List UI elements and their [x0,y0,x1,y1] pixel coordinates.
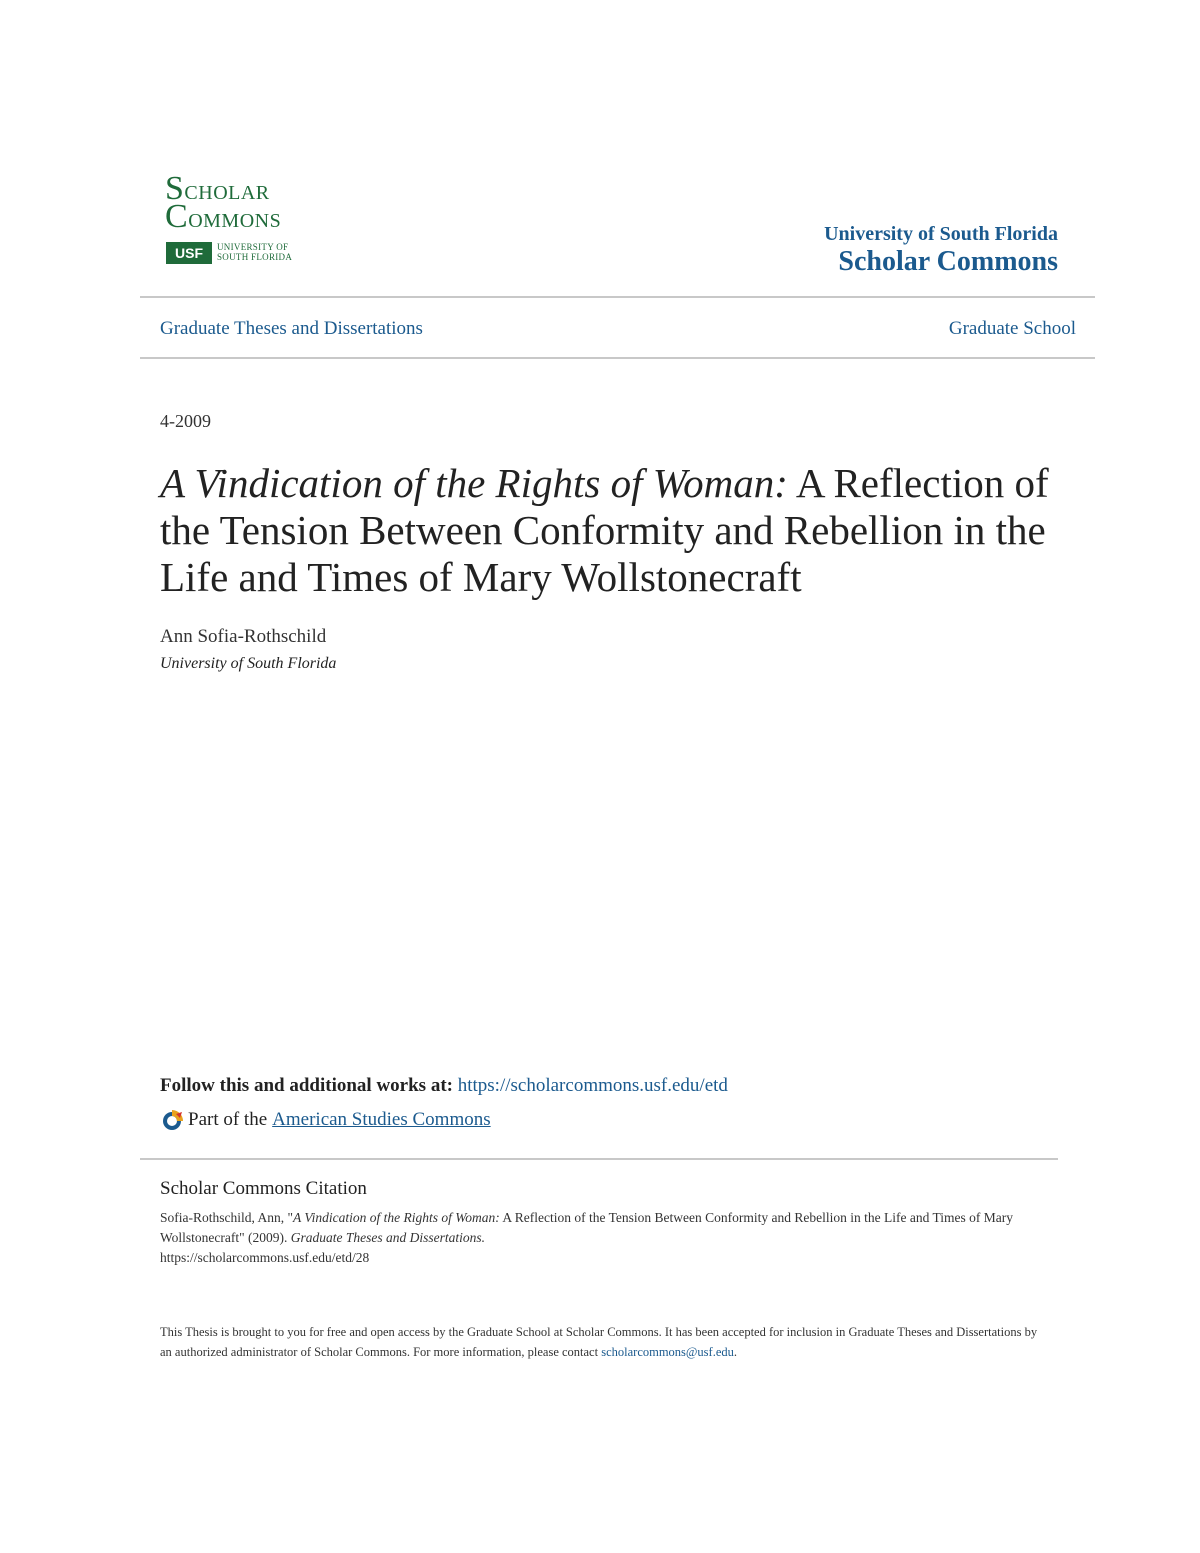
american-studies-link[interactable]: American Studies Commons [272,1109,491,1130]
header-rule-bottom [140,357,1095,359]
network-icon [160,1108,184,1132]
usf-logo-box: USF [166,242,212,264]
scholar-commons-logo [165,172,315,267]
logo-commons: COMMONS [165,198,282,235]
author-name[interactable]: Ann Sofia-Rothschild [160,626,327,647]
access-footnote: This Thesis is brought to you for free and open access by the Graduate School at Scholar Commons. It has been accepted for inclusion in Graduate Theses and Dissertations by an authorized administrator of Scholar Commons. For more information, please contact scholarcommons@usf.edu. [160,1325,1038,1359]
usf-logo-text: UNIVERSITY OF SOUTH FLORIDA [217,242,293,262]
title-italic: A Vindication of the Rights of Woman: [160,460,788,506]
collection-link[interactable]: Graduate Theses and Dissertations [160,318,423,339]
institution-name[interactable]: University of South Florida [824,223,1058,245]
title-rest: A Reflection of the Tension Between Conformity and Rebellion in the Life and Times of Mary Wollstonecraft [160,460,1049,600]
citation-url[interactable]: https://scholarcommons.usf.edu/etd/28 [160,1250,370,1265]
part-of-label: Part of the [188,1109,268,1130]
follow-url-link[interactable]: https://scholarcommons.usf.edu/etd [457,1075,728,1096]
part-of-line [160,1108,491,1132]
repository-name[interactable]: Scholar Commons [838,246,1058,277]
citation-series: Graduate Theses and Dissertations. [290,1230,486,1245]
logo-scholar: SCHOLAR [165,170,270,207]
contact-email-link[interactable]: scholarcommons@usf.edu [601,1345,734,1359]
author-affiliation: University of South Florida [160,655,337,672]
school-link[interactable]: Graduate School [948,318,1076,339]
citation-heading: Scholar Commons Citation [160,1178,367,1199]
citation-title-rest: A Reflection of the Tension Between Conformity and Rebellion in the Life and Times of Mary Wollstonecraft" (2009). [160,1210,1013,1245]
footnote-text: This Thesis is brought to you for free and open access by the Graduate School at Scholar Commons. It has been accepted for inclusion in Graduate Theses and Dissertations by an authorized administrator of Scholar Commons. For more information, please contact [160,1325,1038,1359]
document-title [160,460,1050,601]
institution-header [824,222,1058,278]
citation-body [160,1208,1040,1268]
document-date: 4-2009 [160,411,211,431]
follow-label: Follow this and additional works at: [160,1075,453,1096]
citation-title-italic: A Vindication of the Rights of Woman: [293,1210,500,1225]
follow-line [160,1075,728,1097]
citation-rule [140,1158,1058,1160]
citation-author: Sofia-Rothschild, Ann, " [160,1210,294,1225]
header-rule-top [140,296,1095,298]
